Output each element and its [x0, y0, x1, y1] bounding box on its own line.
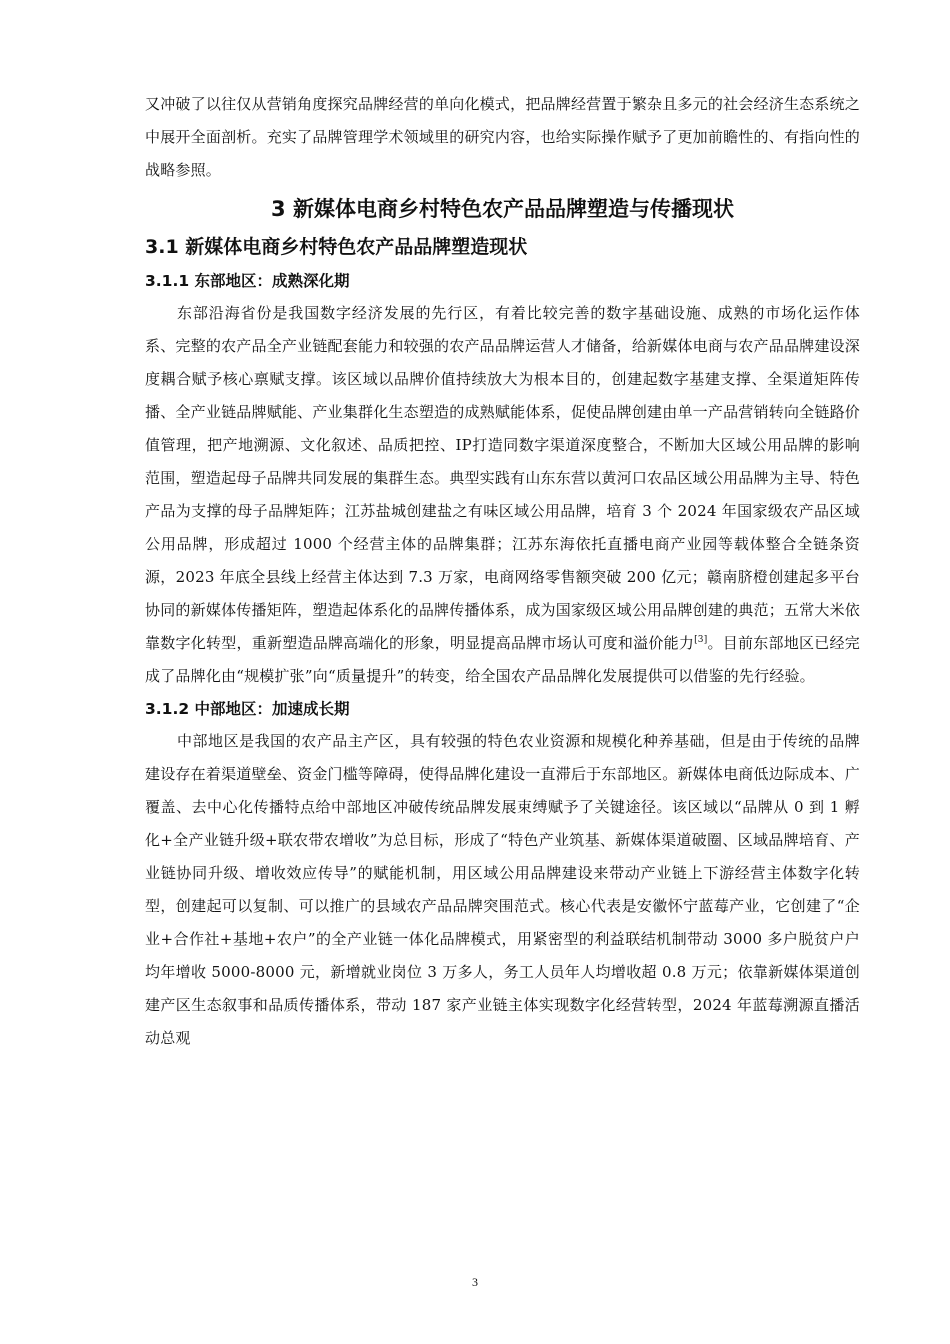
page-number: 3: [472, 1275, 478, 1289]
central-region-paragraph: 中部地区是我国的农产品主产区，具有较强的特色农业资源和规模化种养基础，但是由于传统的品牌建设存在着渠道壁垒、资金门槛等障碍，使得品牌化建设一直滞后于东部地区。新媒体电商低边际成本、广覆盖、去中心化传播特点给中部地区冲破传统品牌发展束缚赋予了关键途径。该区域以“品牌从 0 到 1 孵化+全产业链升级+联农带农增收”为总目标，形成了“特色产业筑基、新媒体渠道破圈、区域品牌培育、产业链协同升级、增收效应传导”的赋能机制，用区域公用品牌建设来带动产业链上下游经营主体数字化转型，创建起可以复制、可以推广的县域农产品品牌突围范式。核心代表是安徽怀宁蓝莓产业，它创建了“企业+合作社+基地+农户”的全产业链一体化品牌模式，用紧密型的利益联结机制带动 3000 多户脱贫户户均年增收 5000-8000 元，新增就业岗位 3 万多人，务工人员年人均增收超 0.8 万元；依靠新媒体渠道创建产区生态叙事和品质传播体系，带动 187 家产业链主体实现数字化经营转型，2024 年蓝莓溯源直播活动总观: [145, 732, 860, 1047]
subsection-heading-east: 3.1.1 东部地区：成熟深化期: [145, 272, 350, 290]
east-region-paragraph: [145, 297, 860, 693]
subsection-heading-central: 3.1.2 中部地区：加速成长期: [145, 700, 350, 718]
citation-marker: [3]: [694, 635, 708, 645]
section-heading: 3.1 新媒体电商乡村特色农产品品牌塑造现状: [145, 236, 528, 258]
east-paragraph-tail: 。目前东部地区已经完成了品牌化由“规模扩张”向“质量提升”的转变，给全国农产品品牌化发展提供可以借鉴的先行经验。: [145, 634, 860, 685]
chapter-heading: 3 新媒体电商乡村特色农产品品牌塑造与传播现状: [271, 197, 734, 221]
intro-paragraph: 又冲破了以往仅从营销角度探究品牌经营的单向化模式，把品牌经营置于繁杂且多元的社会经济生态系统之中展开全面剖析。充实了品牌管理学术领域里的研究内容，也给实际操作赋予了更加前瞻性的、有指向性的战略参照。: [145, 95, 860, 179]
east-paragraph-body: 东部沿海省份是我国数字经济发展的先行区，有着比较完善的数字基础设施、成熟的市场化运作体系、完整的农产品全产业链配套能力和较强的农产品品牌运营人才储备，给新媒体电商与农产品品牌建设深度耦合赋予核心禀赋支撑。该区域以品牌价值持续放大为根本目的，创建起数字基建支撑、全渠道矩阵传播、全产业链品牌赋能、产业集群化生态塑造的成熟赋能体系，促使品牌创建由单一产品营销转向全链路价值管理，把产地溯源、文化叙述、品质把控、IP打造同数字渠道深度整合，不断加大区域公用品牌的影响范围，塑造起母子品牌共同发展的集群生态。典型实践有山东东营以黄河口农品区域公用品牌为主导、特色产品为支撑的母子品牌矩阵；江苏盐城创建盐之有味区域公用品牌，培育 3 个 2024 年国家级农产品区域公用品牌，形成超过 1000 个经营主体的品牌集群；江苏东海依托直播电商产业园等载体整合全链条资源，2023 年底全县线上经营主体达到 7.3 万家，电商网络零售额突破 200 亿元；赣南脐橙创建起多平台协同的新媒体传播矩阵，塑造起体系化的品牌传播体系，成为国家级区域公用品牌创建的典范；五常大米依靠数字化转型，重新塑造品牌高端化的形象，明显提高品牌市场认可度和溢价能力: [145, 304, 860, 652]
page-content: [145, 88, 860, 1055]
